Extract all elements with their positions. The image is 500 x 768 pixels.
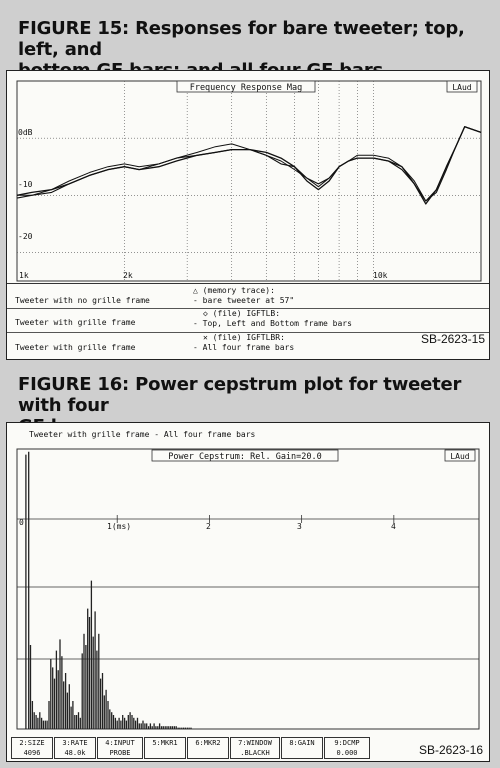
menu-key-value: 4096 <box>23 749 41 757</box>
legend-right-all: - All four frame bars <box>193 343 295 352</box>
legend-left-all: Tweeter with grille frame <box>15 343 136 352</box>
xtick-4: 4 <box>391 522 396 531</box>
power-cepstrum-chart <box>7 423 488 733</box>
frequency-response-chart <box>7 71 488 283</box>
menu-key-value: PROBE <box>109 749 131 757</box>
figure-16-panel <box>6 422 490 762</box>
legend-row-tlb <box>7 309 489 333</box>
menu-key-label: 9:DCMP <box>334 739 360 747</box>
plot-title: Frequency Response Mag <box>189 83 303 93</box>
menu-key-label: 2:SIZE <box>19 739 45 747</box>
xtick-2k: 2k <box>123 271 133 280</box>
figure-16-code: SB-2623-16 <box>418 743 483 757</box>
grid <box>17 515 479 659</box>
figure-15-code: SB-2623-15 <box>420 332 485 346</box>
figure-16-title-line1: FIGURE 16: Power cepstrum plot for tweeter with four <box>18 374 462 416</box>
legend-left-tlb: Tweeter with grille frame <box>15 318 136 327</box>
legend-marker-all: ✕ (file) IGFTLBR: <box>203 333 285 342</box>
plot-title: Power Cepstrum: Rel. Gain=20.0 <box>168 452 322 462</box>
figure-15-title-line1: FIGURE 15: Responses for bare tweeter; top, left, and <box>18 18 465 60</box>
menu-key-value: .BLACKH <box>240 749 270 757</box>
legend-right-bare: - bare tweeter at 57" <box>193 296 295 305</box>
menu-key-label: 4:INPUT <box>105 739 135 747</box>
legend-right-tlb: - Top, Left and Bottom frame bars <box>193 319 352 328</box>
legend-row-bare <box>7 286 489 309</box>
menu-key-label: 8:GAIN <box>289 739 315 747</box>
menu-key-8[interactable] <box>281 737 323 759</box>
menu-key-label: 5:MKR1 <box>152 739 178 747</box>
menu-key-6[interactable] <box>187 737 229 759</box>
legend-row-all <box>7 333 489 357</box>
ytick-minus-10: -10 <box>18 180 33 189</box>
xtick-3: 3 <box>297 522 302 531</box>
ytick-minus-20: -20 <box>18 232 33 241</box>
menu-key-9[interactable] <box>324 737 370 759</box>
laud-tag: LAud <box>450 452 470 461</box>
ytick-0db: 0dB <box>18 128 33 137</box>
legend <box>7 283 489 360</box>
menu-key-value: 48.0k <box>64 749 86 757</box>
menu-key-label: 6:MKR2 <box>195 739 221 747</box>
figure-15-panel <box>6 70 490 360</box>
function-key-menu <box>11 737 371 759</box>
menu-key-label: 7:WINDOW <box>238 739 272 747</box>
xtick-10k: 10k <box>373 271 388 280</box>
legend-left-bare: Tweeter with no grille frame <box>15 296 150 305</box>
menu-key-3[interactable] <box>54 737 96 759</box>
cepstrum-header: Tweeter with grille frame - All four frame bars <box>29 430 256 439</box>
xtick-2: 2 <box>206 522 211 531</box>
xtick-0: 0 <box>19 518 24 527</box>
xtick-1ms: 1(ms) <box>107 522 132 531</box>
menu-key-2[interactable] <box>11 737 53 759</box>
menu-key-label: 3:RATE <box>62 739 88 747</box>
menu-key-5[interactable] <box>144 737 186 759</box>
laud-tag: LAud <box>452 83 472 92</box>
legend-marker-bare: △ (memory trace): <box>193 286 275 295</box>
legend-marker-tlb: ◇ (file) IGFTLB: <box>203 309 281 318</box>
menu-key-value: 0.000 <box>336 749 358 757</box>
cepstrum-bars <box>26 452 191 729</box>
menu-key-7[interactable] <box>230 737 280 759</box>
menu-key-4[interactable] <box>97 737 143 759</box>
xtick-1k: 1k <box>19 271 29 280</box>
